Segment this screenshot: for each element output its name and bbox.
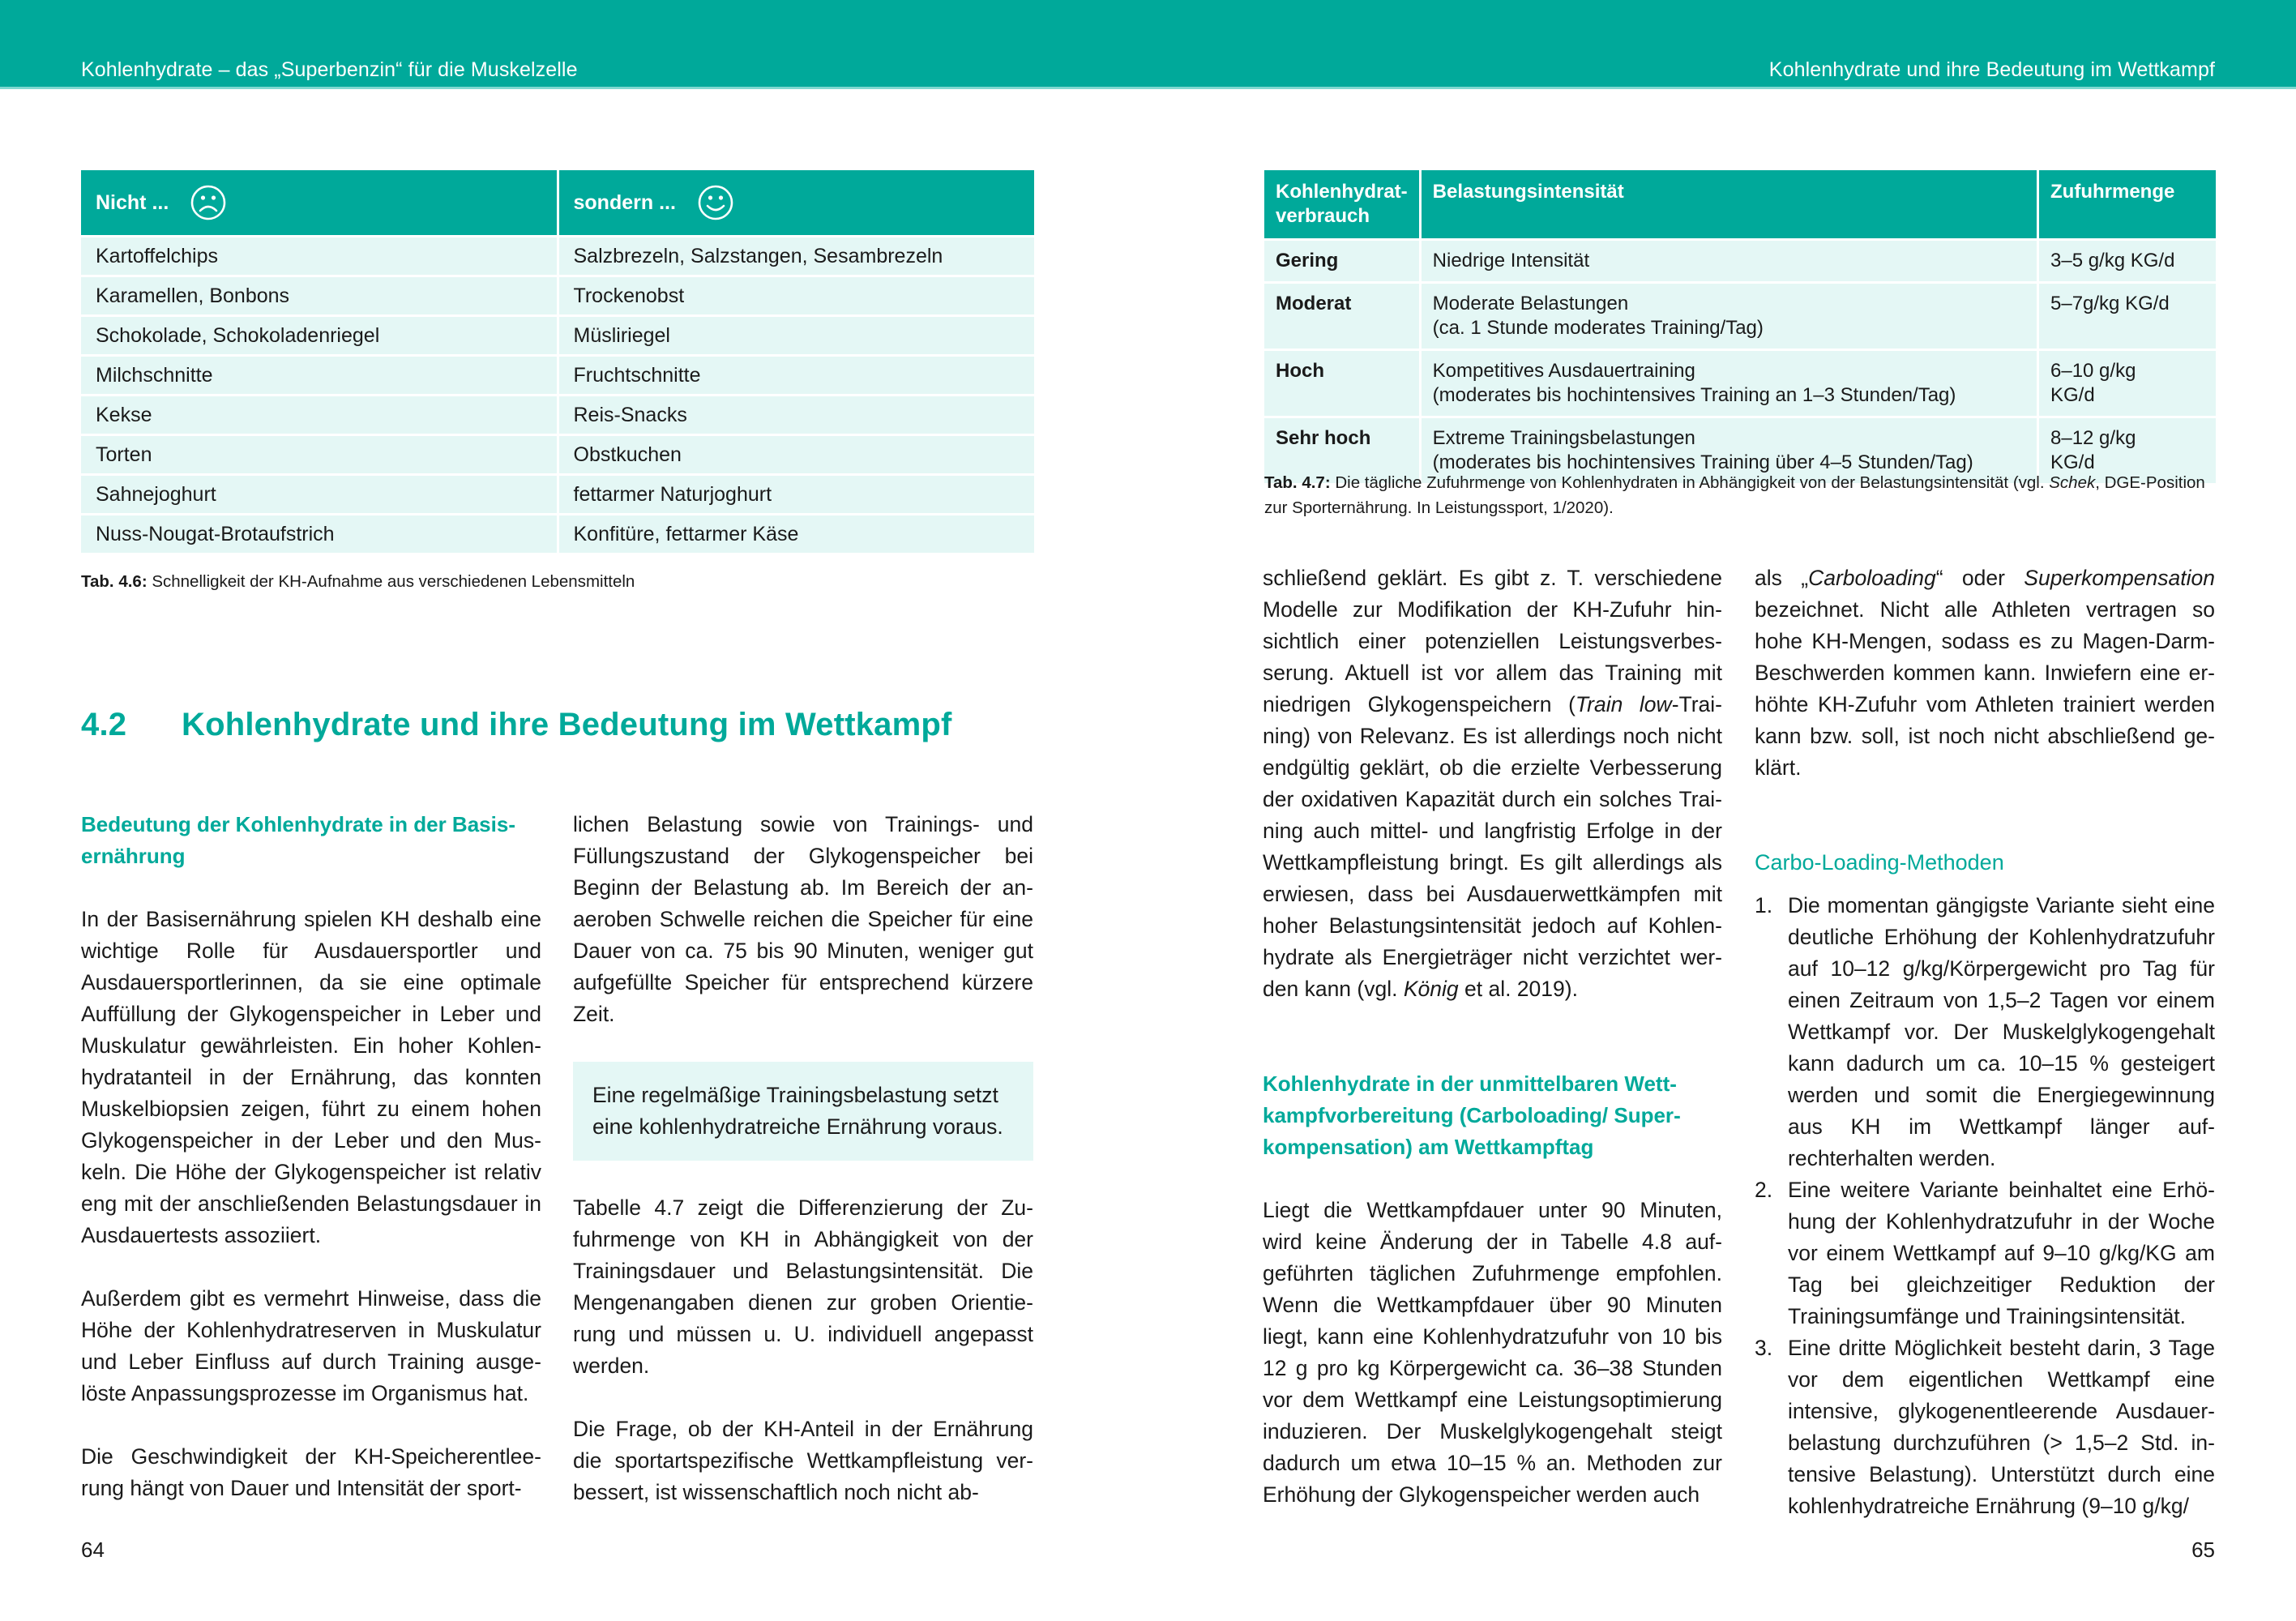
- table-header-row: [81, 170, 1034, 235]
- table-row: [1264, 284, 2216, 349]
- table-cell: Kartoffelchips: [81, 237, 557, 275]
- table-caption-4-6: [81, 569, 635, 594]
- paragraph: lichen Belastung sowie von Trainings- und Füllungszustand der Glykogenspeicher bei Beginn der Belastung ab. Im Bereich der anaeroben Schwelle reichen die Speicher für eine Dauer von ca. 75 bis 90 Minuten, weniger gut aufgefüllte Speicher für entsprechend kürzere Zeit.: [573, 812, 1033, 1026]
- italic-term: Train low: [1575, 692, 1672, 716]
- left-page-column-1: [81, 809, 541, 1504]
- amount-line: 6–10 g/kg: [2050, 360, 2136, 382]
- table-row: [81, 357, 1034, 394]
- table-cell: Obstkuchen: [559, 436, 1035, 473]
- header-line: verbrauch: [1276, 205, 1370, 227]
- section-number: 4.2: [81, 707, 127, 742]
- subheading-wettkampfvorbereitung: Kohlenhydrate in der unmittelbaren Wettkampfvorbereitung (Carboloading/ Superkompensation) am Wettkampftag: [1263, 1071, 1681, 1159]
- text-run: bezeichnet. Nicht alle Athleten vertragen so hohe KH-Mengen, sodass es zu Magen-Darm-Beschwerden kommen kann. Inwiefern eine erhöhte KH-Zufuhr vom Athleten trainiert werden kann bzw. soll, ist noch nicht abschließend geklärt.: [1755, 597, 2215, 780]
- caption-text: , DGE-Position zur Sporternährung. In Leistungssport, 1/2020).: [1264, 473, 2205, 517]
- level-cell: Moderat: [1264, 284, 1419, 349]
- table-cell: Trockenobst: [559, 277, 1035, 314]
- page-number-left: 64: [81, 1538, 105, 1562]
- text-run: schließend geklärt. Es gibt z. T. verschiedene Modelle zur Modifikation der KH-Zufuhr hinsichtlich einer potenziellen Leistungsverbesserung. Aktuell ist vor allem das Training mit niedrigen Glykogenspeichern (: [1263, 566, 1722, 716]
- list-number: 2.: [1755, 1178, 1773, 1202]
- table-4-7: [1262, 168, 2218, 485]
- methods-list: [1755, 890, 2215, 1522]
- amount-cell: [2039, 241, 2216, 281]
- table-cell: Fruchtschnitte: [559, 357, 1035, 394]
- sad-face-icon: [190, 184, 227, 221]
- header-cell-sondern: [559, 170, 1035, 235]
- table-cell: Schokolade, Schokoladenriegel: [81, 317, 557, 354]
- section-heading: [81, 707, 952, 743]
- table-row: [81, 317, 1034, 354]
- amount-line: KG/d: [2050, 451, 2095, 473]
- right-page-column-1: [1263, 562, 1722, 1511]
- paragraph: [1755, 562, 2215, 784]
- paragraph: Liegt die Wettkampfdauer unter 90 Minuten, wird keine Änderung der in Tabelle 4.8 aufgeführten täglichen Zufuhrmenge empfohlen. Wenn die Wettkampfdauer über 90 Minuten liegt, kann eine Kohlenhydratzufuhr von 10 bis 12 g pro kg Körpergewicht ca. 36–38 Stunden vor dem Wettkampf eine Leistungsoptimierung induzieren. Der Muskelglykogengehalt steigt dadurch um etwa 10–15 % an. Methoden zur Erhöhung der Glykogenspeicher werden auch: [1263, 1198, 1722, 1507]
- list-number: 3.: [1755, 1336, 1773, 1360]
- header-cell-nicht: [81, 170, 557, 235]
- table-cell: Nuss-Nougat-Brotaufstrich: [81, 515, 557, 553]
- table-cell: fettarmer Naturjoghurt: [559, 476, 1035, 513]
- intensity-cell: [1422, 241, 2037, 281]
- table-row: [81, 476, 1034, 513]
- text-run: et al. 2019).: [1458, 977, 1578, 1001]
- list-text: Eine dritte Möglichkeit besteht darin, 3 Tage vor dem eigentlichen Wettkampf eine intensive, glykogenentleerende Ausdauerbelastung durchzuführen (> 1,5–2 Std. intensive Belastung). Unterstützt durch eine kohlenhydratreiche Ernährung (9–10 g/kg/: [1788, 1336, 2215, 1518]
- paragraph: Außerdem gibt es vermehrt Hinweise, dass die Höhe der Kohlenhydratreserven in Muskulatur und Leber Einfluss auf durch Training ausgelöste Anpassungsprozesse im Organismus hat.: [81, 1286, 541, 1405]
- amount-line: KG/d: [2050, 384, 2095, 406]
- text-run: “ oder: [1935, 566, 2024, 590]
- subheading-carbo-loading-methoden: Carbo-Loading-Methoden: [1755, 850, 2004, 875]
- intensity-line: (moderates bis hochintensives Training an 1–3 Stunden/Tag): [1432, 384, 1956, 406]
- list-text: Eine weitere Variante beinhaltet eine Erhöhung der Kohlenhydratzufuhr in der Woche vor einem Wettkampf auf 9–10 g/kg/KG am Tag bei gleichzeitiger Reduktion der Trainingsumfänge und Trainingsintensität.: [1788, 1178, 2215, 1328]
- table-cell: Torten: [81, 436, 557, 473]
- right-page-column-2: [1755, 562, 2215, 1522]
- caption-author: Schek: [2049, 473, 2096, 492]
- smiley-face-icon: [697, 184, 734, 221]
- table-caption-4-7: [1264, 470, 2217, 520]
- list-text: Die momentan gängigste Variante sieht eine deutliche Erhöhung der Kohlenhydratzufuhr auf 10–12 g/kg/Körpergewicht pro Tag für einen Zeitraum von 1,5–2 Tagen vor einem Wettkampf vor. Der Muskelglykogengehalt kann dadurch um ca. 10–15 % gesteigert werden und somit die Energiegewinnung aus KH im Wettkampf länger aufrechterhalten werden.: [1788, 893, 2215, 1170]
- table-cell: Müsliriegel: [559, 317, 1035, 354]
- text-run: -Training) von Relevanz. Es ist allerdings noch nicht endgültig geklärt, ob die erzielte Verbesserung der oxidativen Kapazität durch ein solches Training auch mittel- und langfristig Erfolge in der Wettkampfleistung bringt. Es gilt allerdings als erwiesen, dass bei Ausdauerwettkämpfen mit hoher Belastungsintensität jedoch auf Kohlenhydrate als Energieträger nicht verzichtet werden kann (vgl.: [1263, 692, 1722, 1001]
- header-cell-intensitaet: Belastungsintensität: [1422, 170, 2037, 238]
- intensity-line: Kompetitives Ausdauertraining: [1432, 360, 1695, 382]
- table-4-6: [79, 168, 1037, 555]
- header-cell-verbrauch: [1264, 170, 1419, 238]
- table-cell: Konfitüre, fettarmer Käse: [559, 515, 1035, 553]
- intensity-line: (moderates bis hochintensives Training über 4–5 Stunden/Tag): [1432, 451, 1973, 473]
- table-row: [1264, 351, 2216, 416]
- level-cell: Hoch: [1264, 351, 1419, 416]
- table-cell: Sahnejoghurt: [81, 476, 557, 513]
- running-header-bar: [0, 0, 2296, 89]
- amount-line: 3–5 g/kg KG/d: [2050, 250, 2175, 272]
- paragraph: Tabelle 4.7 zeigt die Differenzierung der Zufuhrmenge von KH in Abhängigkeit von der Trainingsdauer und Belastungsintensität. Die Mengenangaben dienen zur groben Orientierung und müssen u. U. individuell angepasst werden.: [573, 1195, 1033, 1378]
- table-cell: Milchschnitte: [81, 357, 557, 394]
- intensity-line: Moderate Belastungen: [1432, 293, 1629, 314]
- list-item: [1755, 1332, 2215, 1522]
- amount-line: 5–7g/kg KG/d: [2050, 293, 2170, 314]
- intensity-cell: [1422, 351, 2037, 416]
- header-label: sondern ...: [573, 190, 676, 214]
- amount-cell: [2039, 284, 2216, 349]
- table-cell: Kekse: [81, 396, 557, 434]
- running-head-left: Kohlenhydrate – das „Superbenzin“ für die Muskelzelle: [81, 58, 578, 81]
- table-cell: Karamellen, Bonbons: [81, 277, 557, 314]
- amount-cell: [2039, 351, 2216, 416]
- level-cell: Gering: [1264, 241, 1419, 281]
- caption-label: Tab. 4.7:: [1264, 473, 1331, 492]
- intensity-line: Extreme Trainingsbelastungen: [1432, 427, 1695, 449]
- callout-box: Eine regelmäßige Trainingsbelastung setzt eine kohlenhydratreiche Ernährung voraus.: [573, 1062, 1033, 1161]
- table-row: [1264, 241, 2216, 281]
- caption-text: Die tägliche Zufuhrmenge von Kohlenhydraten in Abhängigkeit von der Belastungsintensität (vgl.: [1330, 473, 2050, 492]
- caption-text: Schnelligkeit der KH-Aufnahme aus verschiedenen Lebensmitteln: [147, 572, 635, 591]
- amount-line: 8–12 g/kg: [2050, 427, 2136, 449]
- list-item: [1755, 1174, 2215, 1332]
- level-cell: Sehr hoch: [1264, 418, 1419, 483]
- italic-term: Carboloading: [1808, 566, 1936, 590]
- paragraph: Die Geschwindigkeit der KH-Speicherentleerung hängt von Dauer und Intensität der sport-: [81, 1444, 541, 1500]
- paragraph: In der Basisernährung spielen KH deshalb eine wichtige Rolle für Ausdauersportler und Ausdauersportlerinnen, da sie eine optimale Auffüllung der Glykogenspeicher in Leber und Muskulatur gewährleisten. Ein hoher Kohlenhydratanteil in der Ernährung, das konnten Muskelbiopsien zeigen, führt zu einem hohen Glykogenspeicher in der Leber und den Muskeln. Die Höhe der Glykogenspeicher ist relativ eng mit der anschließenden Belastungsdauer in Ausdauertests assoziiert.: [81, 907, 541, 1247]
- header-label: Nicht ...: [96, 190, 169, 214]
- left-page-column-2: [573, 809, 1033, 1508]
- header-line: Kohlenhydrat-: [1276, 181, 1408, 203]
- paragraph: Die Frage, ob der KH-Anteil in der Ernährung die sportartspezifische Wettkampfleistung verbessert, ist wissenschaftlich noch nicht ab-: [573, 1417, 1033, 1504]
- intensity-line: (ca. 1 Stunde moderates Training/Tag): [1432, 317, 1764, 339]
- paragraph: [1263, 562, 1722, 1005]
- text-run: als „: [1755, 566, 1809, 590]
- list-item: [1755, 890, 2215, 1174]
- caption-label: Tab. 4.6:: [81, 572, 148, 591]
- page-number-right: 65: [2191, 1538, 2215, 1562]
- table-row: [81, 237, 1034, 275]
- section-title: Kohlenhydrate und ihre Bedeutung im Wettkampf: [182, 707, 952, 742]
- list-number: 1.: [1755, 893, 1773, 917]
- running-head-right: Kohlenhydrate und ihre Bedeutung im Wettkampf: [1768, 58, 2215, 81]
- table-header-row: [1264, 170, 2216, 238]
- table-cell: Reis-Snacks: [559, 396, 1035, 434]
- table-row: [81, 396, 1034, 434]
- italic-term: Superkompensation: [2024, 566, 2215, 590]
- italic-author: König: [1403, 977, 1459, 1001]
- intensity-line: Niedrige Intensität: [1432, 250, 1590, 272]
- intensity-cell: [1422, 284, 2037, 349]
- header-cell-zufuhrmenge: Zufuhrmenge: [2039, 170, 2216, 238]
- table-row: [81, 436, 1034, 473]
- table-row: [81, 515, 1034, 553]
- table-cell: Salzbrezeln, Salzstangen, Sesambrezeln: [559, 237, 1035, 275]
- table-row: [81, 277, 1034, 314]
- subheading-basisernaehrung: Bedeutung der Kohlenhydrate in der Basisernährung: [81, 812, 515, 868]
